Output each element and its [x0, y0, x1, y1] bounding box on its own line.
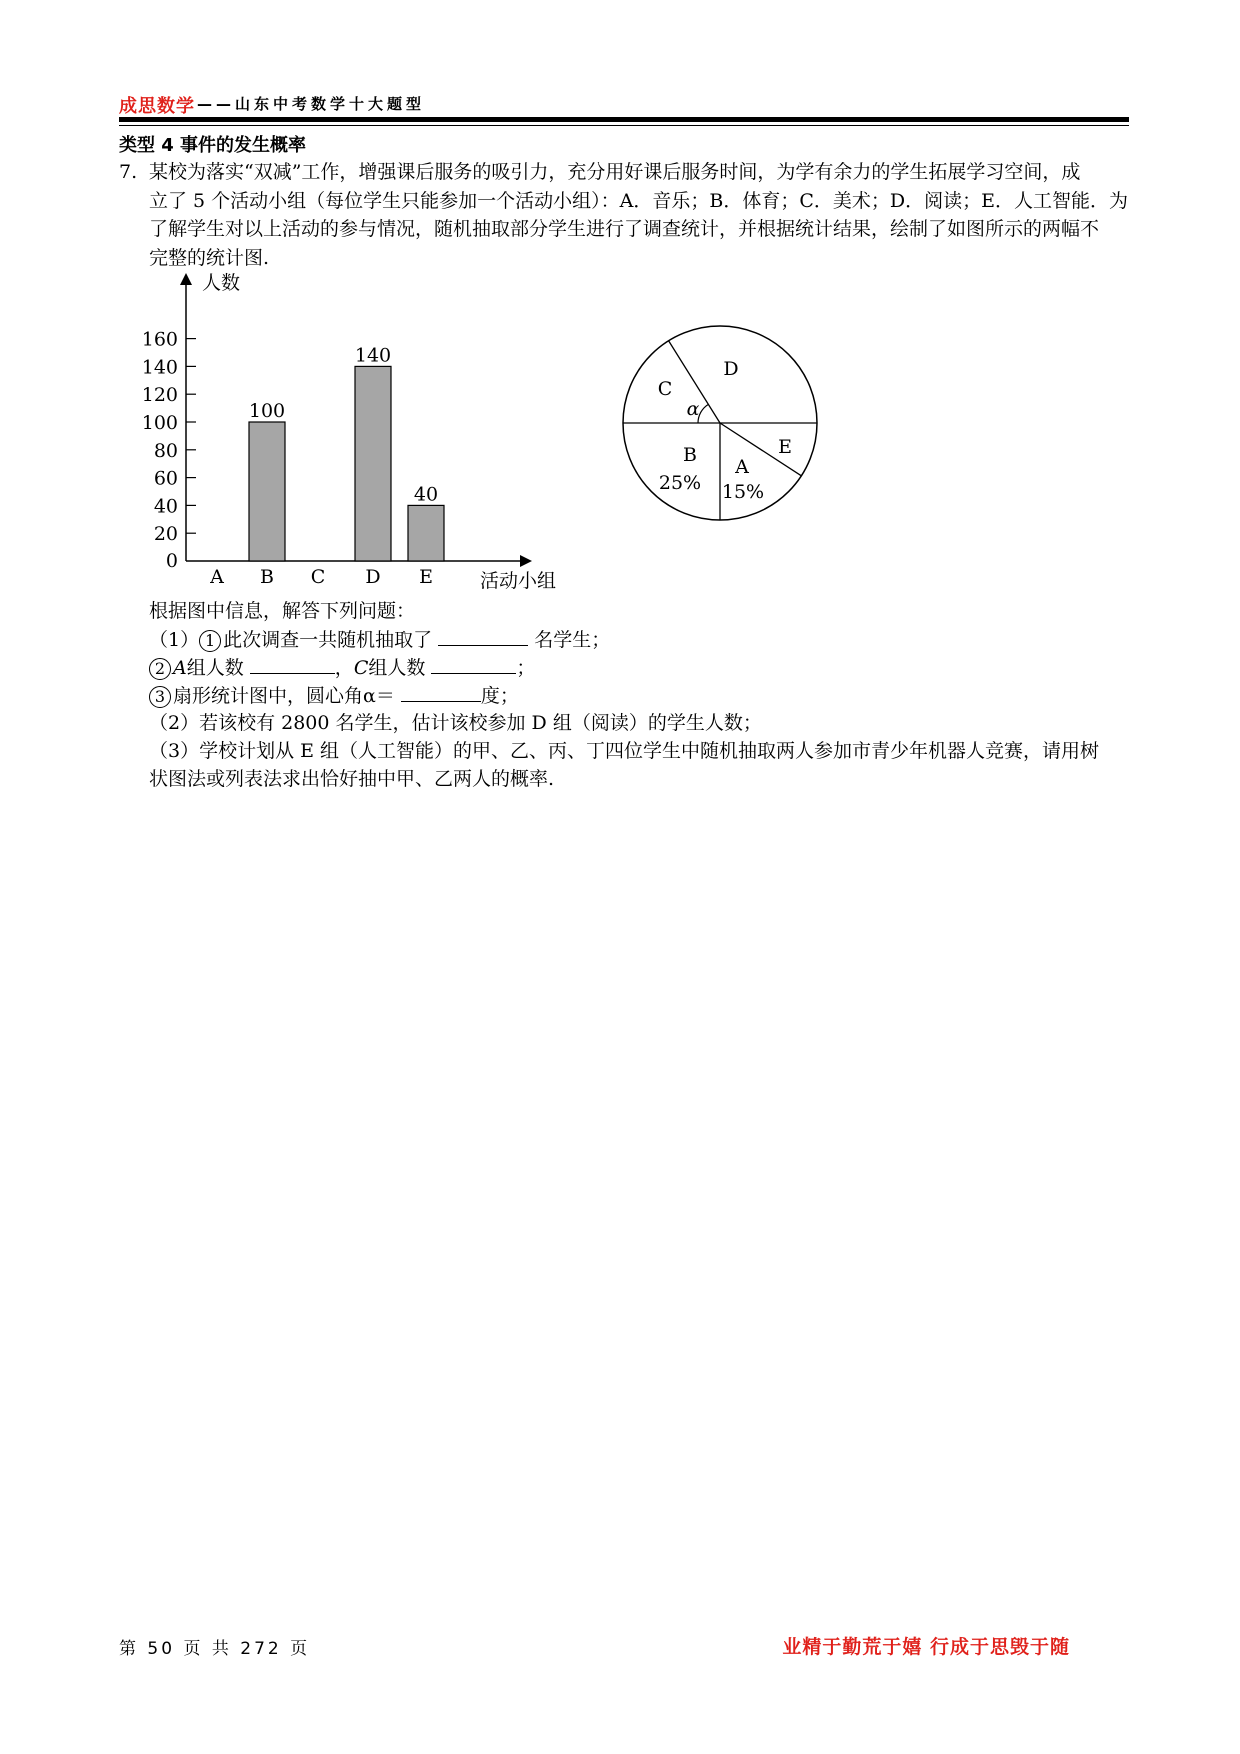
question-block — [119, 158, 1129, 272]
brand-logo-text: 成思数学 — [119, 96, 195, 117]
sub-text: 此次调查一共随机抽取了 — [223, 629, 433, 651]
x-tick-label: E — [419, 566, 433, 588]
pie-label-D: D — [723, 358, 739, 380]
sub-text: 组人数 — [186, 657, 244, 679]
question-line: 立了 5 个活动小组（每位学生只能参加一个活动小组）：A．音乐；B．体育；C．美术；D．阅读；E．人工智能．为 — [149, 189, 1128, 212]
pie-label-A: A — [735, 456, 749, 478]
sub-question-1b — [149, 653, 535, 682]
y-tick-label: 160 — [141, 328, 178, 351]
header-rule-thin — [119, 125, 1129, 126]
x-tick-label: C — [310, 566, 326, 588]
answer-blank-angle[interactable] — [401, 681, 481, 702]
x-axis-label: 活动小组 — [480, 570, 557, 592]
circled-number-1: 1 — [199, 630, 221, 652]
bar-E — [408, 505, 444, 561]
sub-suffix: 名学生； — [534, 629, 611, 651]
y-tick-label: 120 — [141, 384, 178, 407]
pie-label-alpha: α — [686, 398, 700, 420]
answer-blank-a[interactable] — [250, 653, 335, 674]
sub-question-2: （2）若该校有 2800 名学生，估计该校参加 D 组（阅读）的学生人数； — [149, 712, 762, 734]
pie-label-C: C — [657, 378, 673, 400]
y-tick-label: 80 — [153, 439, 178, 462]
bar-B — [249, 422, 285, 561]
sub-end: 度； — [480, 685, 519, 707]
sub-end: ； — [516, 657, 536, 679]
answer-blank-c[interactable] — [431, 653, 516, 674]
alpha-arc — [698, 404, 708, 423]
sub-question-1a — [149, 625, 610, 654]
sub-prefix: （1） — [149, 629, 200, 651]
question-line: 了解学生对以上活动的参与情况，随机抽取部分学生进行了调查统计，并根据统计结果，绘制了如图所示的两幅不 — [149, 218, 1100, 240]
sub-question-1c — [149, 681, 519, 710]
y-tick-label: 20 — [153, 523, 178, 546]
question-body — [149, 158, 1129, 272]
bar-D — [355, 366, 391, 561]
circled-number-3: 3 — [149, 686, 171, 708]
bar-value-label: 40 — [413, 483, 439, 506]
y-tick-label: 100 — [141, 412, 178, 434]
y-tick-label: 60 — [153, 467, 178, 490]
x-tick-label: D — [365, 566, 381, 588]
sub-question-3-line1: （3）学校计划从 E 组（人工智能）的甲、乙、丙、丁四位学生中随机抽取两人参加市青少年机器人竞赛，请用树 — [149, 740, 1100, 762]
pie-percent-B: 25% — [658, 472, 702, 494]
x-tick-label: A — [210, 566, 224, 588]
bar-value-label: 100 — [248, 400, 286, 422]
y-axis-label: 人数 — [202, 272, 241, 294]
question-line: 完整的统计图. — [149, 246, 270, 269]
var-c: C — [353, 657, 369, 679]
sub-question-3-line2: 状图法或列表法求出恰好抽中甲、乙两人的概率. — [149, 768, 555, 790]
pie-label-B: B — [683, 444, 697, 466]
sep: ， — [334, 657, 354, 679]
pie-label-E: E — [778, 436, 792, 458]
y-tick-label: 140 — [141, 356, 178, 379]
pie-percent-A: 15% — [721, 481, 765, 503]
page-number: 第 50 页 共 272 页 — [119, 1639, 311, 1659]
answer-blank-total[interactable] — [438, 625, 528, 646]
footer-motto: 业精于勤荒于嬉 行成于思毁于随 — [782, 1636, 1070, 1658]
y-tick-label: 40 — [153, 495, 178, 518]
header-rule-thick — [119, 117, 1129, 122]
sub-text: 组人数 — [368, 657, 426, 679]
after-chart-text: 根据图中信息，解答下列问题： — [149, 600, 416, 622]
section-title: 类型 4 事件的发生概率 — [119, 135, 307, 156]
question-number: 7. — [119, 161, 138, 183]
question-line: 某校为落实“双减”工作，增强课后服务的吸引力，充分用好课后服务时间，为学有余力的学生拓展学习空间，成 — [149, 161, 1081, 183]
charts-area — [130, 265, 850, 599]
bar-chart — [142, 272, 556, 592]
pie-chart — [623, 326, 817, 520]
bar-value-label: 140 — [354, 344, 392, 367]
x-tick-label: B — [260, 566, 274, 588]
y-tick-label: 0 — [165, 550, 178, 572]
circled-number-2: 2 — [149, 658, 171, 680]
series-title: ——山东中考数学十大题型 — [197, 95, 426, 113]
var-a: A — [173, 657, 187, 679]
charts-svg — [130, 265, 850, 595]
sub-text: 扇形统计图中，圆心角α＝ — [173, 685, 395, 707]
